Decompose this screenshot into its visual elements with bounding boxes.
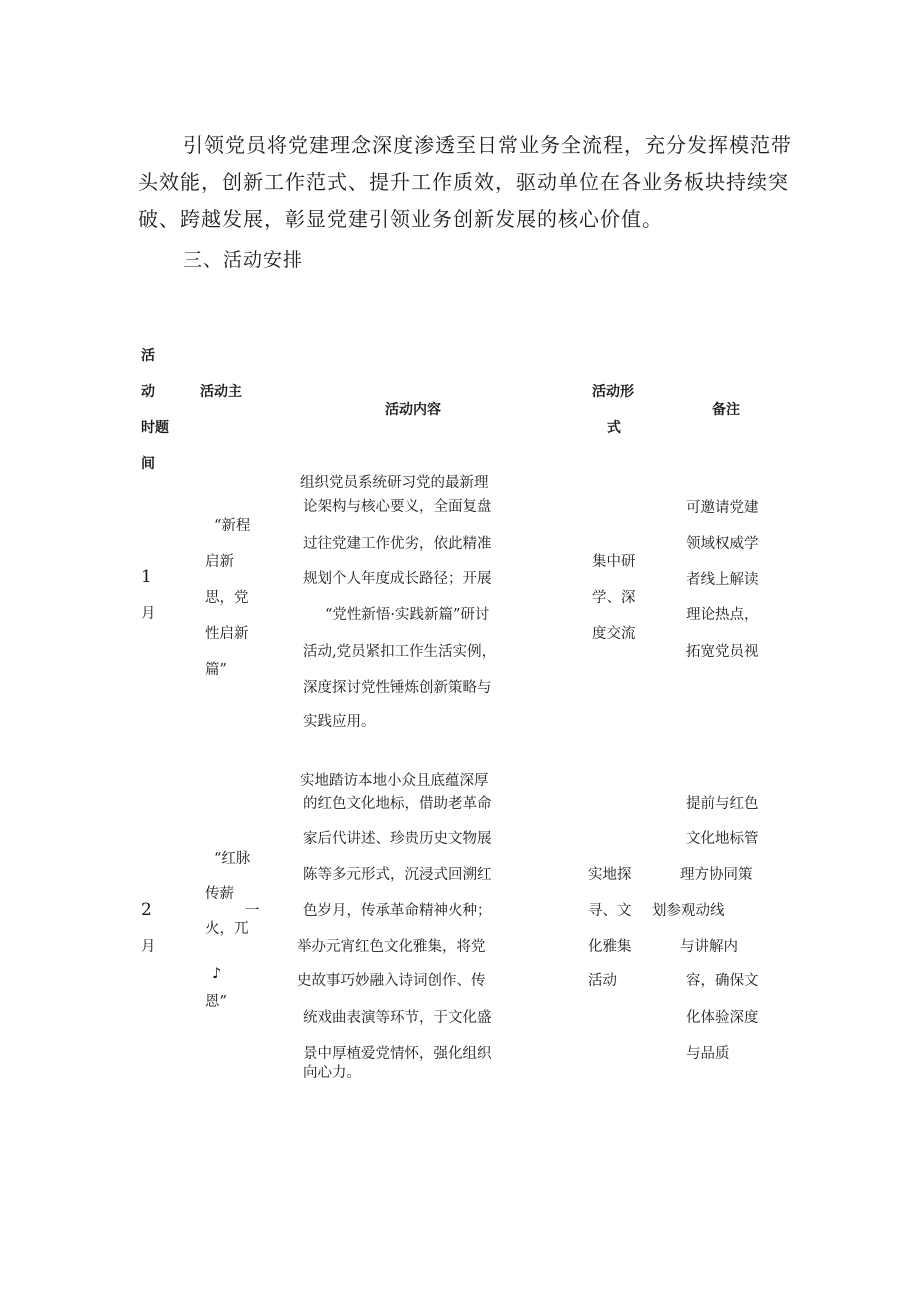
row1-content-line: 规划个人年度成长路径；开展	[303, 571, 492, 587]
row2-note-line: 化体验深度	[686, 1010, 759, 1026]
header-time-4: 间	[141, 456, 155, 472]
row2-note-line: 文化地标管	[686, 831, 759, 847]
row2-theme-line: ♪	[212, 966, 222, 982]
row1-theme-line: “新程	[214, 518, 251, 534]
row2-form-line: 活动	[588, 973, 617, 989]
row1-note-line: 者线上解读	[686, 572, 759, 588]
header-theme: 活动主	[200, 384, 242, 400]
row1-month-unit: 月	[141, 606, 156, 622]
row1-content-line: 活动,党员紧扣工作生活实例，	[303, 644, 497, 660]
row2-note-line: 划参观动线	[652, 903, 725, 919]
row1-month-number: 1	[141, 567, 152, 587]
section-heading: 三、活动安排	[183, 249, 304, 271]
row1-content-line: 实践应用。	[303, 714, 376, 730]
row1-content-line: 深度探讨党性锤炼创新策略与	[303, 680, 492, 696]
row2-note-line: 与品质	[686, 1046, 730, 1062]
row2-content-line: 实地踏访本地小众且底蕴深厚	[300, 773, 489, 789]
row1-form-line: 学、深	[592, 590, 636, 606]
header-content: 活动内容	[385, 402, 441, 418]
row1-theme-line: 篇”	[205, 662, 227, 678]
row2-form-line: 实地探	[588, 867, 632, 883]
row1-note-line: 拓宽党员视	[686, 644, 759, 660]
row1-theme-line: 思，党	[205, 590, 249, 606]
row2-form-line: 化雅集	[588, 939, 632, 955]
header-time-2: 动	[141, 384, 155, 400]
header-form-1: 活动形	[592, 384, 634, 400]
row2-content-line: 史故事巧妙融入诗词创作、传	[297, 973, 486, 989]
row2-note-line: 与讲解内	[680, 939, 738, 955]
row2-note-line: 容，确保文	[686, 973, 759, 989]
row2-content-line: 统戏曲表演等环节，于文化盛	[303, 1010, 492, 1026]
row2-form-line: 寻、文	[588, 903, 632, 919]
row1-note-line: 领域权威学	[686, 536, 759, 552]
row1-content-line: 论架构与核心要义，全面复盘	[303, 499, 492, 515]
row2-theme-line: “红脉	[214, 851, 251, 867]
row2-note-line: 提前与红色	[686, 796, 759, 812]
row1-theme-line: 启新	[205, 554, 234, 570]
header-form-2: 式	[607, 420, 621, 436]
header-time-1: 活	[141, 348, 155, 364]
row1-form-line: 集中研	[592, 554, 636, 570]
row1-content-line: 组织党员系统研习党的最新理	[300, 475, 489, 491]
row2-month-number: 2	[141, 900, 152, 920]
header-time-3: 时题	[141, 420, 169, 436]
row2-content-line: 陈等多元形式，沉浸式回溯红	[303, 867, 492, 883]
intro-line-2: 头效能，创新工作范式、提升工作质效，驱动单位在各业务板块持续突	[138, 170, 789, 194]
intro-line-1: 引领党员将党建理念深度渗透至日常业务全流程，充分发挥模范带	[183, 133, 792, 157]
row1-theme-line: 性启新	[205, 626, 249, 642]
row2-theme-line: 火，兀	[205, 921, 249, 937]
row1-content-line: “党性新悟·实践新篇”研讨	[325, 607, 490, 623]
row1-note-line: 可邀请党建	[686, 500, 759, 516]
row2-theme-line: 恩”	[205, 994, 227, 1010]
row2-content-line: 景中厚植爱党情怀，强化组织	[303, 1046, 492, 1062]
row2-content-line: 色岁月，传承革命精神火种；	[303, 903, 492, 919]
row2-theme-line: 一	[245, 903, 260, 919]
row1-form-line: 度交流	[592, 626, 636, 642]
row2-content-line: 向心力。	[303, 1065, 361, 1081]
row2-content-line: 的红色文化地标，借助老革命	[303, 796, 492, 812]
header-note: 备注	[712, 402, 740, 418]
row2-month-unit: 月	[141, 939, 156, 955]
row1-content-line: 过往党建工作优劣，依此精准	[303, 536, 492, 552]
row2-content-line: 举办元宵红色文化雅集，将党	[297, 939, 486, 955]
row2-note-line: 理方协同策	[680, 867, 753, 883]
intro-line-3: 破、跨越发展，彰显党建引领业务创新发展的核心价值。	[138, 207, 663, 231]
row2-content-line: 家后代讲述、珍贵历史文物展	[303, 831, 492, 847]
row1-note-line: 理论热点，	[686, 607, 759, 623]
row2-theme-line: 传薪	[205, 886, 234, 902]
